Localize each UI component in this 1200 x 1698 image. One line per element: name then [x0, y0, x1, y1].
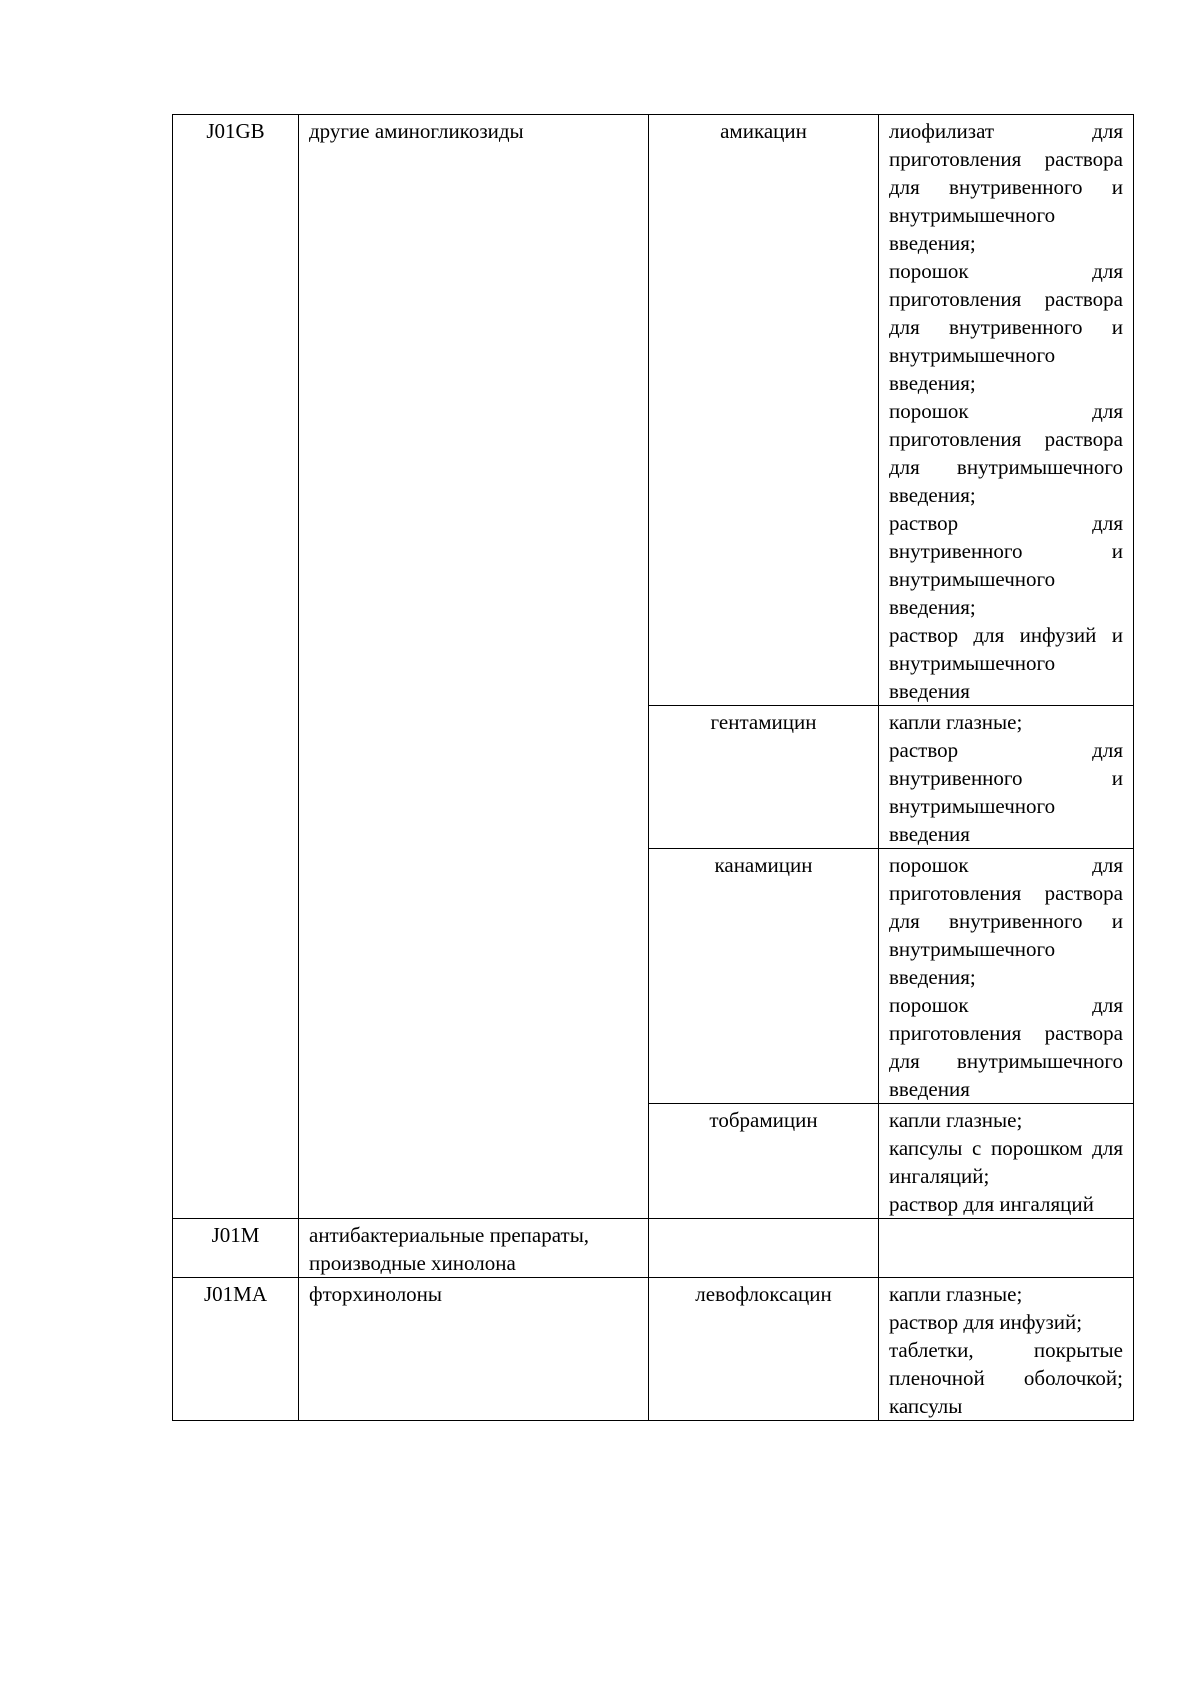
dosage-form-line: капли глазные;: [889, 710, 1023, 734]
group-name-cell: другие аминогликозиды: [299, 115, 649, 1219]
atc-code-cell: J01MA: [173, 1278, 299, 1421]
drug-table: [172, 114, 1134, 1421]
table-row: [173, 115, 1134, 706]
drug-name-cell: тобрамицин: [649, 1104, 879, 1219]
drug-name-cell: [649, 1219, 879, 1278]
dosage-forms-cell: [879, 1219, 1134, 1278]
dosage-form-line: раствор для внутривенного и внутримышечного введения;: [889, 511, 1123, 619]
dosage-form-line: порошок для приготовления раствора для внутримышечного введения;: [889, 399, 1123, 507]
dosage-form-line: капсулы: [889, 1394, 963, 1418]
drug-name-cell: гентамицин: [649, 706, 879, 849]
dosage-form-line: таблетки, покрытые пленочной оболочкой;: [889, 1338, 1123, 1390]
dosage-form-line: порошок для приготовления раствора для внутримышечного введения: [889, 993, 1123, 1101]
dosage-form-line: капли глазные;: [889, 1282, 1023, 1306]
atc-code-cell: J01GB: [173, 115, 299, 1219]
group-name-cell: антибактериальные препараты, производные хинолона: [299, 1219, 649, 1278]
dosage-form-line: раствор для внутривенного и внутримышечного введения: [889, 738, 1123, 846]
dosage-form-line: капли глазные;: [889, 1108, 1023, 1132]
dosage-forms-cell: [879, 706, 1134, 849]
dosage-forms-cell: [879, 115, 1134, 706]
dosage-form-line: капсулы с порошком для ингаляций;: [889, 1136, 1123, 1188]
dosage-form-line: раствор для инфузий и внутримышечного введения: [889, 623, 1123, 703]
atc-code-cell: J01M: [173, 1219, 299, 1278]
dosage-forms-cell: [879, 1278, 1134, 1421]
dosage-form-line: порошок для приготовления раствора для внутривенного и внутримышечного введения;: [889, 259, 1123, 395]
table-row: [173, 1219, 1134, 1278]
dosage-form-line: раствор для инфузий;: [889, 1310, 1083, 1334]
drug-name-cell: амикацин: [649, 115, 879, 706]
drug-name-cell: канамицин: [649, 849, 879, 1104]
dosage-forms-cell: [879, 1104, 1134, 1219]
drug-name-cell: левофлоксацин: [649, 1278, 879, 1421]
dosage-form-line: лиофилизат для приготовления раствора для внутривенного и внутримышечного введения;: [889, 119, 1123, 255]
dosage-forms-cell: [879, 849, 1134, 1104]
dosage-form-line: порошок для приготовления раствора для внутривенного и внутримышечного введения;: [889, 853, 1123, 989]
group-name-cell: фторхинолоны: [299, 1278, 649, 1421]
dosage-form-line: раствор для ингаляций: [889, 1192, 1094, 1216]
table-row: [173, 1278, 1134, 1421]
